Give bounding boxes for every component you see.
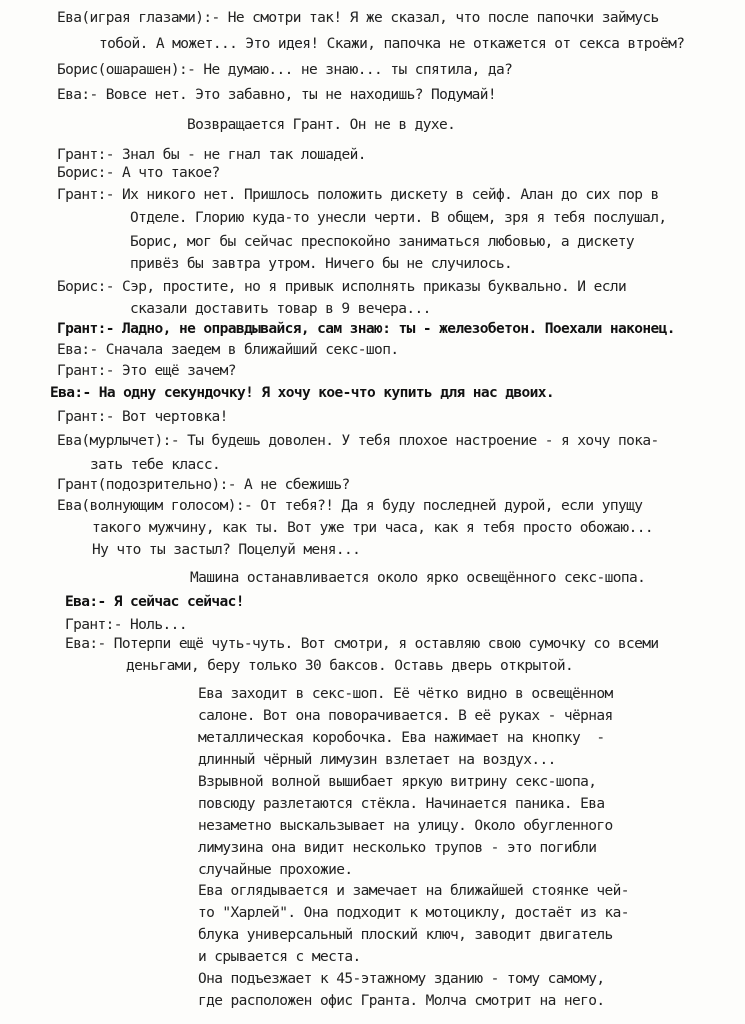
- text-line: Ева:- Потерпи ещё чуть-чуть. Вот смотри, я оставляю свою сумочку со всеми: [65, 636, 659, 652]
- stage-direction: салоне. Вот она поворачивается. В её руках - чёрная: [198, 708, 613, 724]
- text-line: тобой. А может... Это идея! Скажи, папочка не откажется от секса втроём?: [99, 36, 685, 52]
- stage-direction: лимузина она видит несколько трупов - это погибли: [198, 840, 597, 856]
- stage-direction: длинный чёрный лимузин взлетает на воздух...: [198, 752, 556, 768]
- text-line: Ну что ты застыл? Поцелуй меня...: [92, 542, 361, 558]
- text-line: Грант:- Вот чертовка!: [57, 409, 228, 425]
- stage-direction: Ева заходит в секс-шоп. Её чётко видно в освещённом: [198, 686, 613, 702]
- text-line: Борис:- А что такое?: [57, 165, 220, 181]
- text-line: сказали доставить товар в 9 вечера...: [130, 301, 431, 317]
- stage-direction: Машина останавливается около ярко освещённого секс-шопа.: [190, 570, 646, 586]
- text-line: Грант:- Ладно, не оправдывайся, сам знаю: ты - железобетон. Поехали наконец.: [57, 321, 675, 337]
- stage-direction: металлическая коробочка. Ева нажимает на кнопку -: [198, 730, 605, 746]
- text-line: Грант(подозрительно):- А не сбежишь?: [57, 477, 350, 493]
- stage-direction: Она подъезжает к 45-этажному зданию - тому самому,: [198, 971, 605, 987]
- text-line: Ева(волнующим голосом):- От тебя?! Да я буду последней дурой, если упущу: [57, 498, 643, 514]
- text-line: Ева:- Сначала заедем в ближайший секс-шоп.: [57, 342, 399, 358]
- stage-direction: случайные прохожие.: [198, 862, 353, 878]
- text-line: Грант:- Знал бы - не гнал так лошадей.: [57, 147, 366, 163]
- text-line: Ева:- Я сейчас сейчас!: [65, 594, 244, 610]
- text-line: деньгами, беру только 30 баксов. Оставь дверь открытой.: [126, 658, 574, 674]
- text-line: привёз бы завтра утром. Ничего бы не случилось.: [130, 256, 513, 272]
- stage-direction: Возвращается Грант. Он не в духе.: [187, 117, 456, 133]
- text-line: Ева:- Вовсе нет. Это забавно, ты не находишь? Подумай!: [57, 87, 497, 103]
- text-line: Ева(играя глазами):- Не смотри так! Я же сказал, что после папочки займусь: [57, 10, 659, 26]
- stage-direction: и срывается с места.: [198, 949, 361, 965]
- text-line: Грант:- Их никого нет. Пришлось положить дискету в сейф. Алан до сих пор в: [57, 187, 659, 203]
- stage-direction: повсюду разлетаются стёкла. Начинается паника. Ева: [198, 796, 605, 812]
- stage-direction: незаметно выскальзывает на улицу. Около обугленного: [198, 818, 613, 834]
- text-line: зать тебе класс.: [90, 457, 221, 473]
- text-line: Борис(ошарашен):- Не думаю... не знаю... ты спятила, да?: [57, 62, 513, 78]
- text-line: Грант:- Ноль...: [65, 617, 187, 633]
- text-line: Ева:- На одну секундочку! Я хочу кое-что купить для нас двоих.: [50, 385, 555, 401]
- stage-direction: то "Харлей". Она подходит к мотоциклу, достаёт из ка-: [198, 905, 629, 921]
- text-line: Грант:- Это ещё зачем?: [57, 363, 236, 379]
- text-line: Борис:- Сэр, простите, но я привык исполнять приказы буквально. И если: [57, 279, 627, 295]
- text-line: Борис, мог бы сейчас преспокойно заниматься любовью, а дискету: [130, 234, 635, 250]
- text-line: такого мужчину, как ты. Вот уже три часа, как я тебя просто обожаю...: [92, 520, 653, 536]
- stage-direction: Взрывной волной вышибает яркую витрину секс-шопа,: [198, 774, 597, 790]
- stage-direction: блука универсальный плоский ключ, заводит двигатель: [198, 927, 613, 943]
- text-line: Ева(мурлычет):- Ты будешь доволен. У тебя плохое настроение - я хочу пока-: [57, 433, 659, 449]
- stage-direction: Ева оглядывается и замечает на ближайшей стоянке чей-: [198, 883, 629, 899]
- stage-direction: где расположен офис Гранта. Молча смотрит на него.: [198, 993, 605, 1009]
- text-line: Отделе. Глорию куда-то унесли черти. В общем, зря я тебя послушал,: [130, 210, 667, 226]
